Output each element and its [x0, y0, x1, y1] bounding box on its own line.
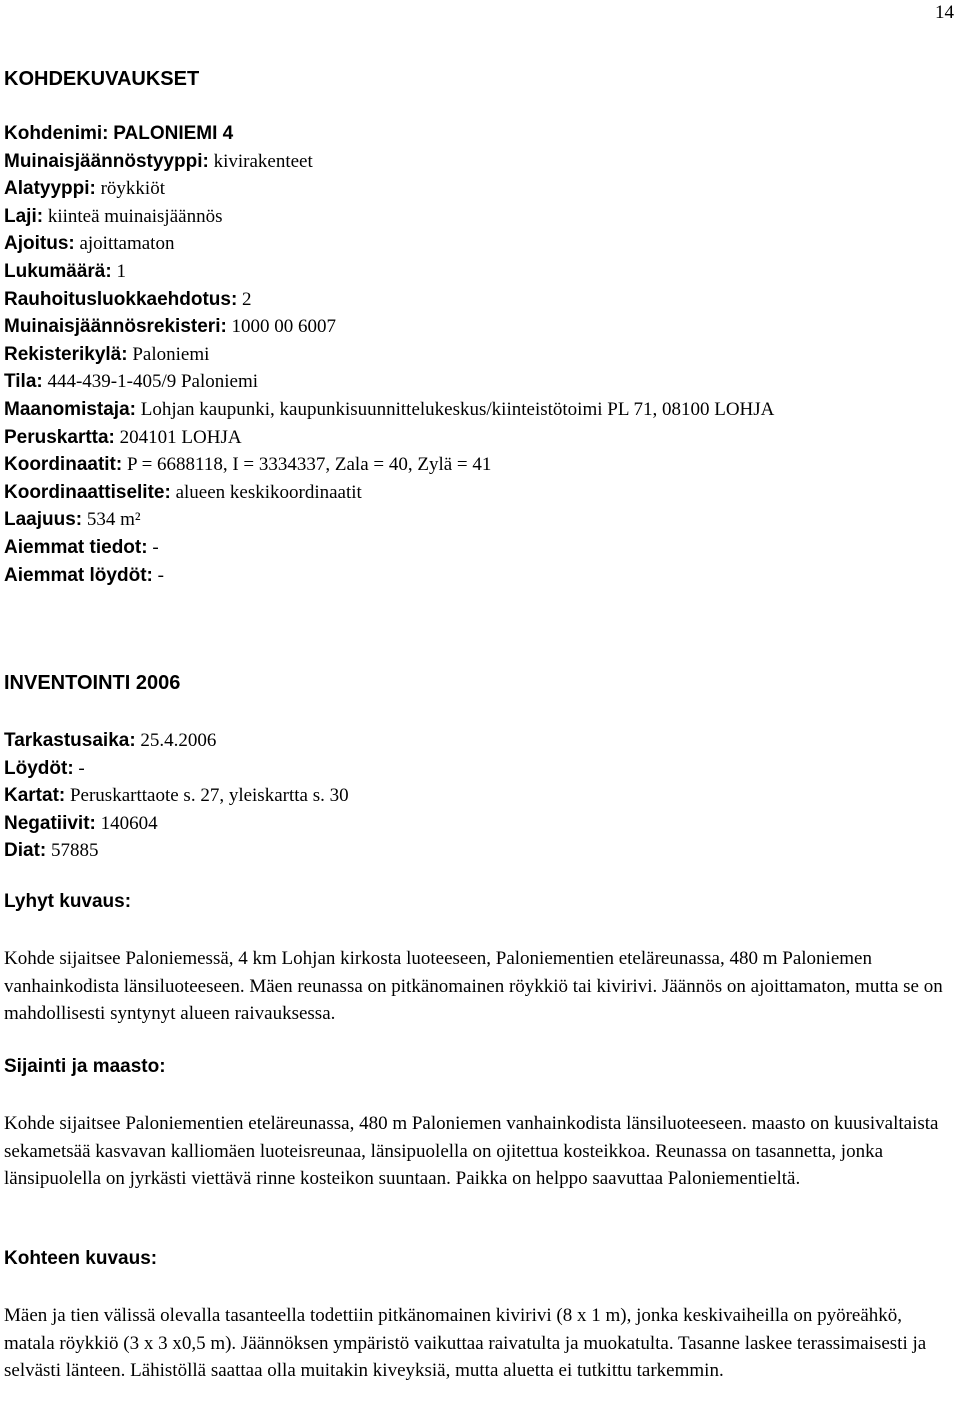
site-field-value: kiinteä muinaisjäännös — [47, 205, 223, 227]
site-field-label: Kohdenimi: — [4, 123, 109, 144]
inventory-field-value: 25.4.2006 — [140, 730, 217, 751]
site-field-value: P = 6688118, I = 3334337, Zala = 40, Zylä = 41 — [126, 454, 492, 476]
inventory-field-row — [4, 782, 954, 810]
site-field-value: ajoittamaton — [79, 233, 175, 255]
site-field-label: Tila: — [4, 371, 43, 393]
site-field-row — [4, 120, 954, 148]
inventory-field-label: Tarkastusaika: — [4, 730, 136, 751]
site-field-row — [4, 148, 954, 176]
site-field-row — [4, 396, 954, 424]
site-field-label: Rekisterikylä: — [4, 343, 128, 365]
site-field-label: Koordinaattiselite: — [4, 481, 171, 503]
site-field-value: 1000 00 6007 — [231, 316, 337, 338]
site-field-row — [4, 479, 954, 507]
site-field-value: Paloniemi — [132, 343, 210, 365]
site-field-row — [4, 368, 954, 396]
site-fields — [4, 120, 954, 589]
site-field-row — [4, 203, 954, 231]
site-field-row — [4, 341, 954, 369]
inventory-field-value: - — [78, 757, 85, 779]
site-field-label: Lukumäärä: — [4, 260, 112, 282]
site-field-value: - — [152, 536, 159, 558]
site-field-row — [4, 562, 954, 590]
site-field-label: Laajuus: — [4, 509, 83, 531]
site-field-row — [4, 424, 954, 452]
section-heading-short-description: Lyhyt kuvaus: — [4, 891, 132, 912]
site-field-value: Lohjan kaupunki, kaupunkisuunnittelukeskus/kiinteistötoimi PL 71, 08100 LOHJA — [140, 398, 775, 420]
main-heading: KOHDEKUVAUKSET — [4, 68, 200, 90]
site-field-row — [4, 230, 954, 258]
site-field-label: Laji: — [4, 205, 44, 227]
section-text-short-description: Kohde sijaitsee Paloniemessä, 4 km Lohjan kirkosta luoteeseen, Paloniementien eteläreunassa, 480 m Paloniemen vanhainkodista länsiluoteeseen. Mäen reunassa on pitkänomainen röykkiö tai kivirivi. Jäännös on ajoittamaton, mutta se on mahdollisesti syntynyt alueen raivauksessa. — [4, 948, 943, 1024]
site-field-value: PALONIEMI 4 — [113, 123, 234, 144]
site-field-value: röykkiöt — [100, 178, 165, 200]
inventory-field-label: Löydöt: — [4, 757, 74, 779]
site-field-value: kivirakenteet — [213, 150, 313, 172]
site-field-value: - — [157, 564, 164, 586]
page-number: 14 — [935, 2, 954, 23]
section-heading-location-terrain: Sijainti ja maasto: — [4, 1056, 166, 1077]
section-text-site-description: Mäen ja tien välissä olevalla tasanteella todettiin pitkänomainen kivirivi (8 x 1 m), jonka keskivaiheilla on pyöreähkö, matala röykkiö (3 x 3 x0,5 m). Jäännöksen ympäristö vaikuttaa raivatulta ja muokatulta. Tasanne laskee terassimaisesti ja selvästi länteen. Lähistöllä saattaa olla muitakin kiveyksiä, mutta aluetta ei tutkittu tarkemmin. — [4, 1305, 927, 1381]
inventory-field-row — [4, 727, 954, 755]
site-field-label: Koordinaatit: — [4, 454, 123, 476]
site-field-row — [4, 286, 954, 314]
site-field-label: Peruskartta: — [4, 426, 115, 448]
site-field-row — [4, 451, 954, 479]
inventory-field-row — [4, 837, 954, 865]
inventory-heading: INVENTOINTI 2006 — [4, 672, 181, 694]
site-field-label: Aiemmat tiedot: — [4, 536, 148, 558]
inventory-field-value: Peruskarttaote s. 27, yleiskartta s. 30 — [69, 785, 349, 807]
inventory-field-value: 57885 — [50, 840, 99, 862]
site-field-label: Muinaisjäännösrekisteri: — [4, 316, 227, 338]
site-field-row — [4, 313, 954, 341]
inventory-field-label: Kartat: — [4, 785, 66, 807]
site-field-value: 444-439-1-405/9 Paloniemi — [47, 371, 259, 393]
section-text-location-terrain: Kohde sijaitsee Paloniementien eteläreunassa, 480 m Paloniemen vanhainkodista länsiluoteeseen. maasto on kuusivaltaista sekametsää kasvavan kalliomäen luoteisreunaa, länsipuolella on ojitettua kosteikkoa. Reunassa on tasannetta, jonka länsipuolella on jyrkästi viettävä rinne kosteikon suuntaan. Paikka on helppo saavuttaa Paloniementieltä. — [4, 1113, 939, 1189]
site-field-label: Rauhoitusluokkaehdotus: — [4, 288, 238, 310]
section-heading-site-description: Kohteen kuvaus: — [4, 1248, 158, 1269]
site-field-value: 534 m² — [86, 509, 141, 531]
site-field-row — [4, 258, 954, 286]
inventory-field-row — [4, 755, 954, 783]
inventory-field-row — [4, 810, 954, 838]
site-field-label: Alatyyppi: — [4, 178, 96, 200]
site-field-row — [4, 534, 954, 562]
site-field-label: Muinaisjäännöstyyppi: — [4, 150, 209, 172]
site-field-value: 1 — [116, 260, 126, 282]
site-field-value: 2 — [242, 288, 252, 310]
site-field-row — [4, 506, 954, 534]
site-field-row — [4, 175, 954, 203]
inventory-field-label: Negatiivit: — [4, 812, 96, 834]
site-field-value: 204101 LOHJA — [119, 426, 242, 448]
inventory-fields — [4, 727, 954, 865]
site-field-value: alueen keskikoordinaatit — [175, 481, 362, 503]
site-field-label: Aiemmat löydöt: — [4, 564, 153, 586]
site-field-label: Maanomistaja: — [4, 398, 136, 420]
inventory-field-label: Diat: — [4, 840, 47, 862]
site-field-label: Ajoitus: — [4, 233, 75, 255]
inventory-field-value: 140604 — [100, 812, 158, 834]
